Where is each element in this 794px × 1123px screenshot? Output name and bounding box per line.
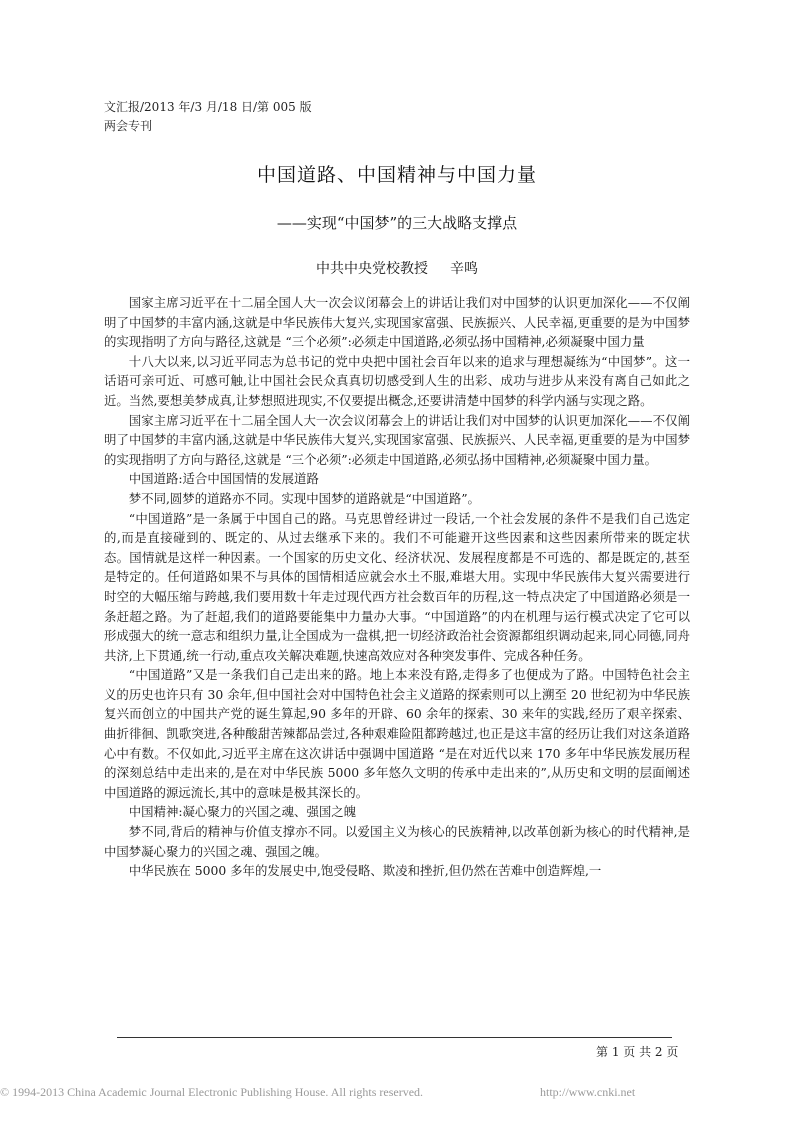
paragraph: 梦不同,背后的精神与价值支撑亦不同。以爱国主义为核心的民族精神,以改革创新为核心的时代精神,是中国梦凝心聚力的兴国之魂、强国之魄。 xyxy=(104,824,690,859)
paragraph: “中国道路”是一条属于中国自己的路。马克思曾经讲过一段话,一个社会发展的条件不是我们自己选定的,而是直接碰到的、既定的、从过去继承下来的。我们不可能避开这些因素和这些因素所带来的既定状态。国情就是这样一种因素。一个国家的历史文化、经济状况、发展程度都是不可选的、都是既定的,甚至是特定的。任何道路如果不与具体的国情相适应就会水土不服,难堪大用。实现中华民族伟大复兴需要进行时空的大幅压缩与跨越,我们要用数十年走过现代西方社会数百年的历程,这一特点决定了中国道路必须是一条赶超之路。为了赶超,我们的道路要能集中力量办大事。“中国道路”的内在机理与运行模式决定了它可以形成强大的统一意志和组织力量,让全国成为一盘棋,把一切经济政治社会资源都组织调动起来,同心同德,同舟共济,上下贯通,统一行动,重点攻关解决难题,快速高效应对各种突发事件、完成各种任务。 xyxy=(104,510,690,663)
article-body xyxy=(104,293,690,881)
author-affiliation: 中共中央党校教授 xyxy=(316,261,428,277)
copyright-url[interactable]: http://www.cnki.net xyxy=(540,1085,636,1099)
section-heading: 中国精神:凝心聚力的兴国之魂、强国之魄 xyxy=(128,804,357,820)
column-name: 两会专刊 xyxy=(104,119,153,133)
paragraph: 十八大以来,以习近平同志为总书记的党中央把中国社会百年以来的追求与理想凝练为“中国梦”。这一话语可亲可近、可感可触,让中国社会民众真真切切感受到人生的出彩、成功与进步从来没有离自己如此之近。当然,要想美梦成真,让梦想照进现实,不仅要提出概念,还要讲清楚中国梦的科学内涵与实现之路。 xyxy=(104,353,690,408)
source-line: 文汇报/2013 年/3 月/18 日/第 005 版 xyxy=(104,100,312,114)
article-title: 中国道路、中国精神与中国力量 xyxy=(256,164,537,186)
paragraph: 国家主席习近平在十二届全国人大一次会议闭幕会上的讲话让我们对中国梦的认识更加深化——不仅阐明了中国梦的丰富内涵,这就是中华民族伟大复兴,实现国家富强、民族振兴、人民幸福,更重要的是为中国梦的实现指明了方向与路径,这就是 “三个必须”:必须走中国道路,必须弘扬中国精神,必须凝聚中国力量 xyxy=(104,295,690,350)
article-subtitle: ——实现“中国梦”的三大战略支撑点 xyxy=(276,214,518,232)
author-line xyxy=(0,258,794,278)
paragraph: 梦不同,圆梦的道路亦不同。实现中国梦的道路就是“中国道路”。 xyxy=(128,490,480,506)
author-name: 辛鸣 xyxy=(450,261,478,277)
paragraph: 中华民族在 5000 多年的发展史中,饱受侵略、欺凌和挫折,但仍然在苦难中创造辉煌,一 xyxy=(128,863,602,879)
paragraph: 国家主席习近平在十二届全国人大一次会议闭幕会上的讲话让我们对中国梦的认识更加深化——不仅阐明了中国梦的丰富内涵,这就是中华民族伟大复兴,实现国家富强、民族振兴、人民幸福,更重要的是为中国梦的实现指明了方向与路径,这就是 “三个必须”:必须走中国道路,必须弘扬中国精神,必须凝聚中国力量。 xyxy=(104,412,690,467)
page-number: 第 1 页 共 2 页 xyxy=(596,1045,679,1059)
copyright-text: © 1994-2013 China Academic Journal Electronic Publishing House. All rights reserved. xyxy=(0,1085,424,1099)
section-heading: 中国道路:适合中国国情的发展道路 xyxy=(128,471,319,487)
paragraph: “中国道路”又是一条我们自己走出来的路。地上本来没有路,走得多了也便成为了路。中国特色社会主义的历史也许只有 30 余年,但中国社会对中国特色社会主义道路的探索则可以上溯至 20 世纪初为中华民族复兴而创立的中国共产党的诞生算起,90 多年的开辟、60 余年的探索、30 来年的实践,经历了艰辛探索、曲折徘徊、凯歌突进,各种酸甜苦辣都品尝过,各种艰难险阻都跨越过,也正是这丰富的经历让我们对这条道路心中有数。不仅如此,习近平主席在这次讲话中强调中国道路 “是在对近代以来 170 多年中华民族发展历程的深刻总结中走出来的,是在对中华民族 5000 多年悠久文明的传承中走出来的”,从历史和文明的层面阐述中国道路的源远流长,其中的意味是极其深长的。 xyxy=(104,667,690,800)
footer-divider xyxy=(117,1037,672,1038)
publication-source xyxy=(104,98,312,136)
